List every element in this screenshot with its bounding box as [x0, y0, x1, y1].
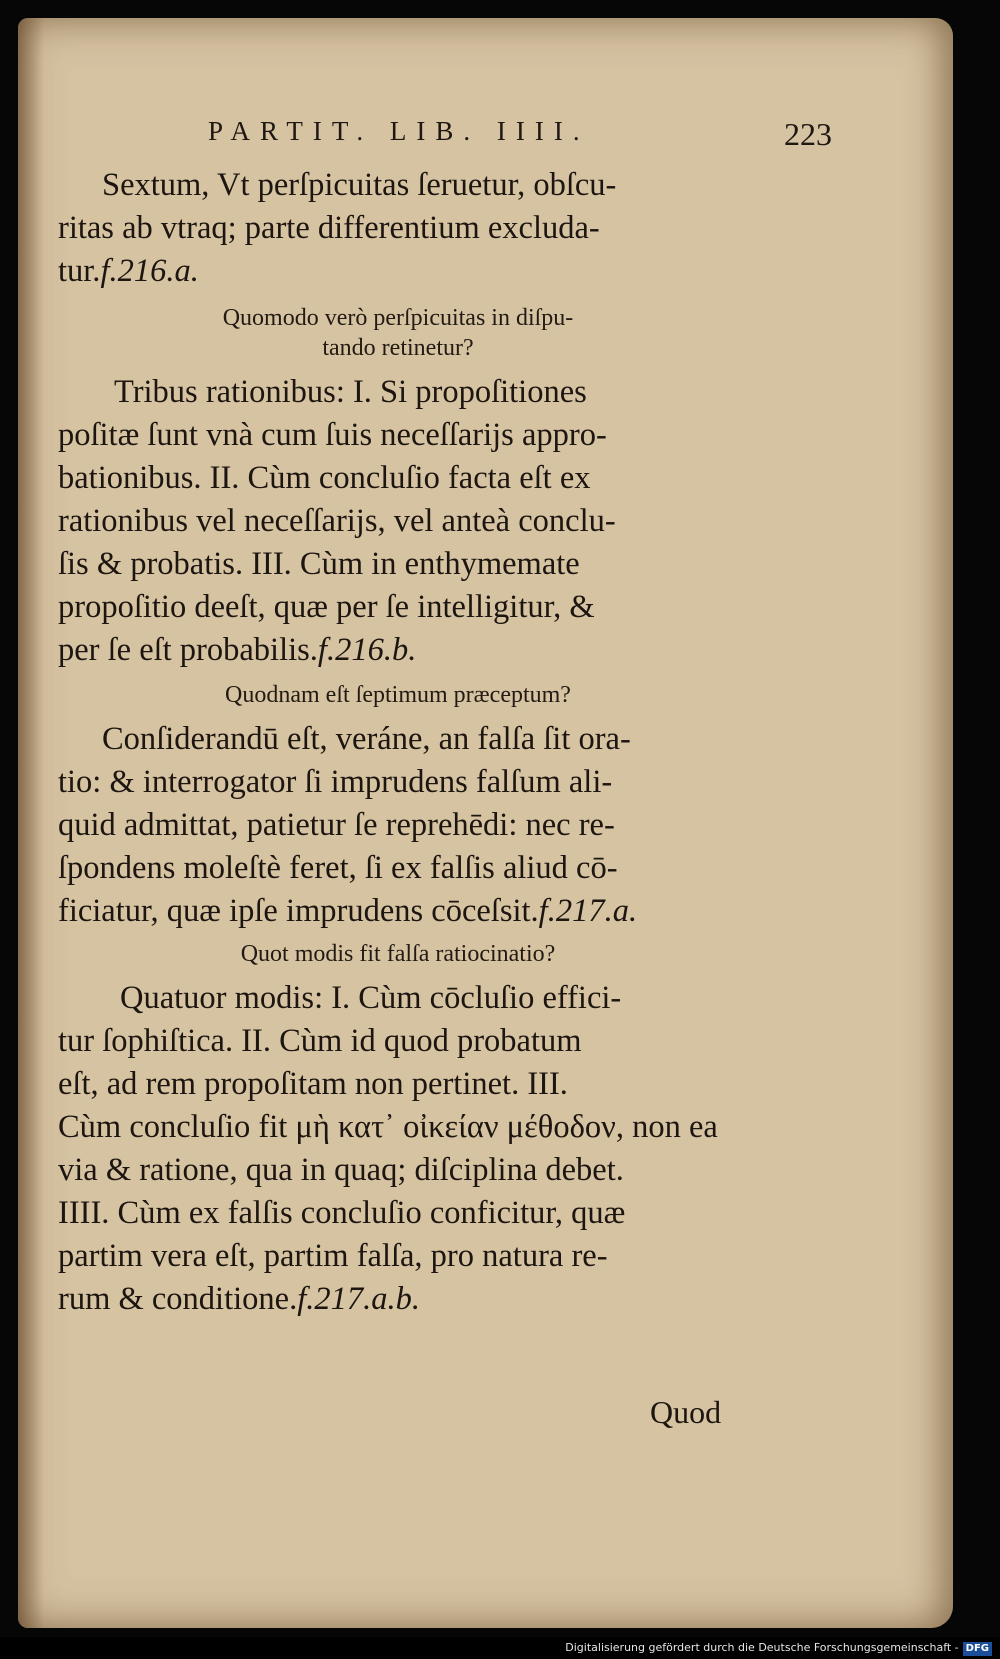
text-line: ritas ab vtraq; parte differentium excluda- — [58, 210, 600, 246]
text-line: Tribus rationibus: I. Si propoſitiones — [114, 374, 587, 410]
text-line: Quot modis fit falſa ratiocinatio? — [240, 941, 556, 967]
text-line: partim vera eſt, partim falſa, pro natura re- — [58, 1238, 608, 1274]
text-line: Quatuor modis: I. Cùm cōcluſio effici- — [120, 980, 622, 1016]
text-line: Quomodo verò perſpicuitas in diſpu- — [222, 305, 574, 331]
footer-text: Digitalisierung gefördert durch die Deutsche Forschungsgemeinschaft - — [565, 1641, 959, 1654]
text-line: Quodnam eſt ſeptimum præceptum? — [225, 682, 571, 708]
text-line: Sextum, Vt perſpicuitas ſeruetur, obſcu- — [102, 167, 617, 203]
text-line: ficiatur, quæ ipſe imprudens cōceſsit. — [58, 893, 539, 929]
page-header — [168, 116, 832, 156]
page-number: 223 — [784, 116, 832, 152]
text-line: tio: & interrogator ſi imprudens falſum ali- — [58, 764, 613, 800]
text-line: propoſitio deeſt, quæ per ſe intelligitur, & — [58, 589, 595, 625]
question-heading — [58, 303, 738, 363]
text-line: via & ratione, qua in quaq; diſciplina debet. — [58, 1152, 624, 1188]
text-line: rationibus vel neceſſarijs, vel anteà conclu- — [58, 503, 616, 539]
text-line: tur. — [58, 253, 101, 289]
folio-reference: f.216.b. — [317, 632, 417, 668]
text-line: tando retinetur? — [322, 335, 474, 361]
text-line: ſpondens moleſtè feret, ſi ex falſis aliud cō- — [58, 850, 618, 886]
folio-reference: f.217.a.b. — [297, 1281, 420, 1317]
catchword: Quod — [650, 1394, 722, 1430]
text-line: poſitæ ſunt vnà cum ſuis neceſſarijs appro- — [58, 417, 607, 453]
text-line: eſt, ad rem propoſitam non pertinet. III. — [58, 1066, 568, 1102]
digitization-footer — [0, 1637, 1000, 1659]
text-line: per ſe eſt probabilis. — [58, 632, 318, 668]
book-page — [18, 18, 953, 1628]
text-line: IIII. Cùm ex falſis concluſio conficitur, quæ — [58, 1195, 626, 1231]
answer-paragraph — [58, 371, 738, 672]
text-line: rum & conditione. — [58, 1281, 298, 1317]
main-text — [58, 164, 738, 1321]
text-line: Conſiderandū eſt, veráne, an falſa ſit ora- — [102, 721, 631, 757]
dfg-logo: DFG — [963, 1642, 992, 1656]
folio-reference: f.216.a. — [100, 253, 199, 289]
answer-paragraph — [58, 718, 738, 933]
question-heading — [58, 939, 738, 969]
text-line: quid admittat, patietur ſe reprehēdi: nec re- — [58, 807, 615, 843]
text-line: Cùm concluſio fit μὴ κατ᾽ οἰκείαν μέθοδον, non ea — [58, 1109, 718, 1145]
text-line: bationibus. II. Cùm concluſio facta eſt ex — [58, 460, 591, 496]
folio-reference: f.217.a. — [538, 893, 638, 929]
text-line: tur ſophiſtica. II. Cùm id quod probatum — [58, 1023, 582, 1059]
question-heading — [58, 680, 738, 710]
running-head: PARTIT. LIB. IIII. — [208, 116, 590, 146]
answer-paragraph — [58, 164, 738, 293]
text-line: ſis & probatis. III. Cùm in enthymemate — [58, 546, 580, 582]
answer-paragraph — [58, 977, 738, 1321]
